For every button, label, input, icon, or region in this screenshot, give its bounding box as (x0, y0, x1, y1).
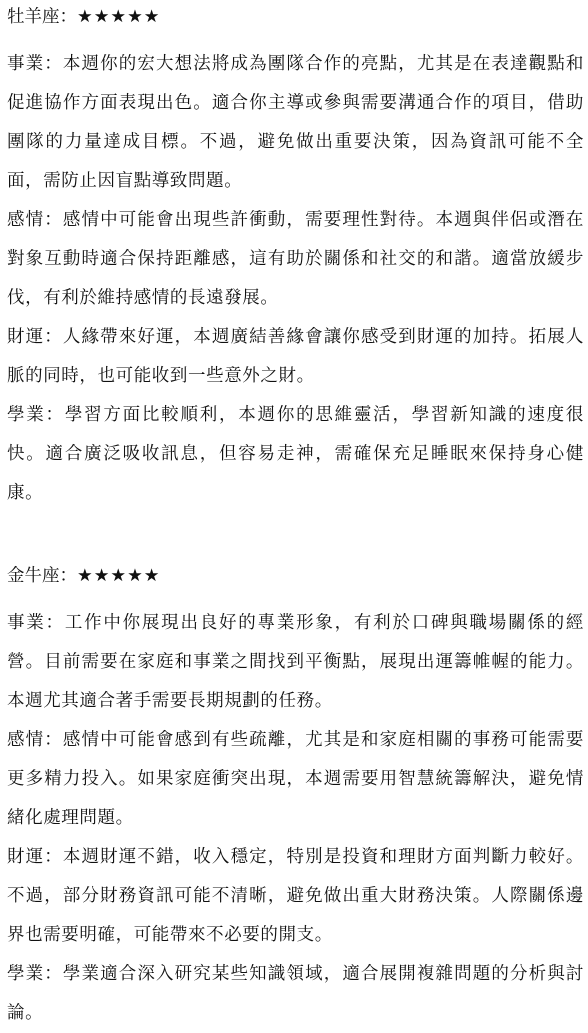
love-label: 感情： (7, 730, 63, 750)
star-rating: ★★★★★ (77, 7, 161, 27)
career-label: 事業： (7, 613, 65, 633)
study-paragraph (7, 955, 584, 1033)
career-text: 工作中你展現出良好的專業形象，有利於口碑與職場關係的經營。目前需要在家庭和事業之間找到平衡點，展現出運籌帷幄的能力。本週尤其適合著手需要長期規劃的任務。 (7, 613, 584, 711)
love-label: 感情： (7, 210, 63, 230)
sign-colon: ： (59, 566, 77, 586)
love-text: 感情中可能會感到有些疏離，尤其是和家庭相關的事務可能需要更多精力投入。如果家庭衝突出現，本週需要用智慧統籌解決，避免情緒化處理問題。 (7, 730, 584, 828)
career-label: 事業： (7, 54, 63, 74)
sign-name: 金牛座 (7, 566, 60, 586)
wealth-text: 人緣帶來好運，本週廣結善緣會讓你感受到財運的加持。拓展人脈的同時，也可能收到一些意外之財。 (7, 327, 584, 386)
wealth-label: 財運： (7, 327, 63, 347)
wealth-label: 財運： (7, 847, 63, 867)
study-text: 學業適合深入研究某些知識領域，適合展開複雜問題的分析與討論。 (7, 964, 584, 1023)
wealth-paragraph (7, 838, 584, 955)
career-text: 本週你的宏大想法將成為團隊合作的亮點，尤其是在表達觀點和促進協作方面表現出色。適合你主導或參與需要溝通合作的項目，借助團隊的力量達成目標。不過，避免做出重要決策，因為資訊可能不全面，需防止因盲點導致問題。 (7, 54, 584, 191)
sign-section-taurus (7, 565, 584, 1033)
love-paragraph (7, 721, 584, 838)
sign-colon: ： (59, 7, 77, 27)
study-paragraph (7, 396, 584, 513)
career-paragraph (7, 45, 584, 201)
love-text: 感情中可能會出現些許衝動，需要理性對待。本週與伴侶或潛在對象互動時適合保持距離感，這有助於關係和社交的和諧。適當放緩步伐，有利於維持感情的長遠發展。 (7, 210, 584, 308)
sign-header (7, 565, 584, 588)
career-paragraph (7, 604, 584, 721)
wealth-paragraph (7, 318, 584, 396)
sign-name: 牡羊座 (7, 7, 60, 27)
sign-section-aries (7, 6, 584, 513)
study-label: 學業： (7, 964, 63, 984)
wealth-text: 本週財運不錯，收入穩定，特別是投資和理財方面判斷力較好。不過，部分財務資訊可能不清晰，避免做出重大財務決策。人際關係邊界也需要明確，可能帶來不必要的開支。 (7, 847, 584, 945)
study-label: 學業： (7, 405, 65, 425)
star-rating: ★★★★★ (77, 566, 161, 586)
sign-header (7, 6, 584, 29)
love-paragraph (7, 201, 584, 318)
study-text: 學習方面比較順利，本週你的思維靈活，學習新知識的速度很快。適合廣泛吸收訊息，但容易走神，需確保充足睡眠來保持身心健康。 (7, 405, 584, 503)
